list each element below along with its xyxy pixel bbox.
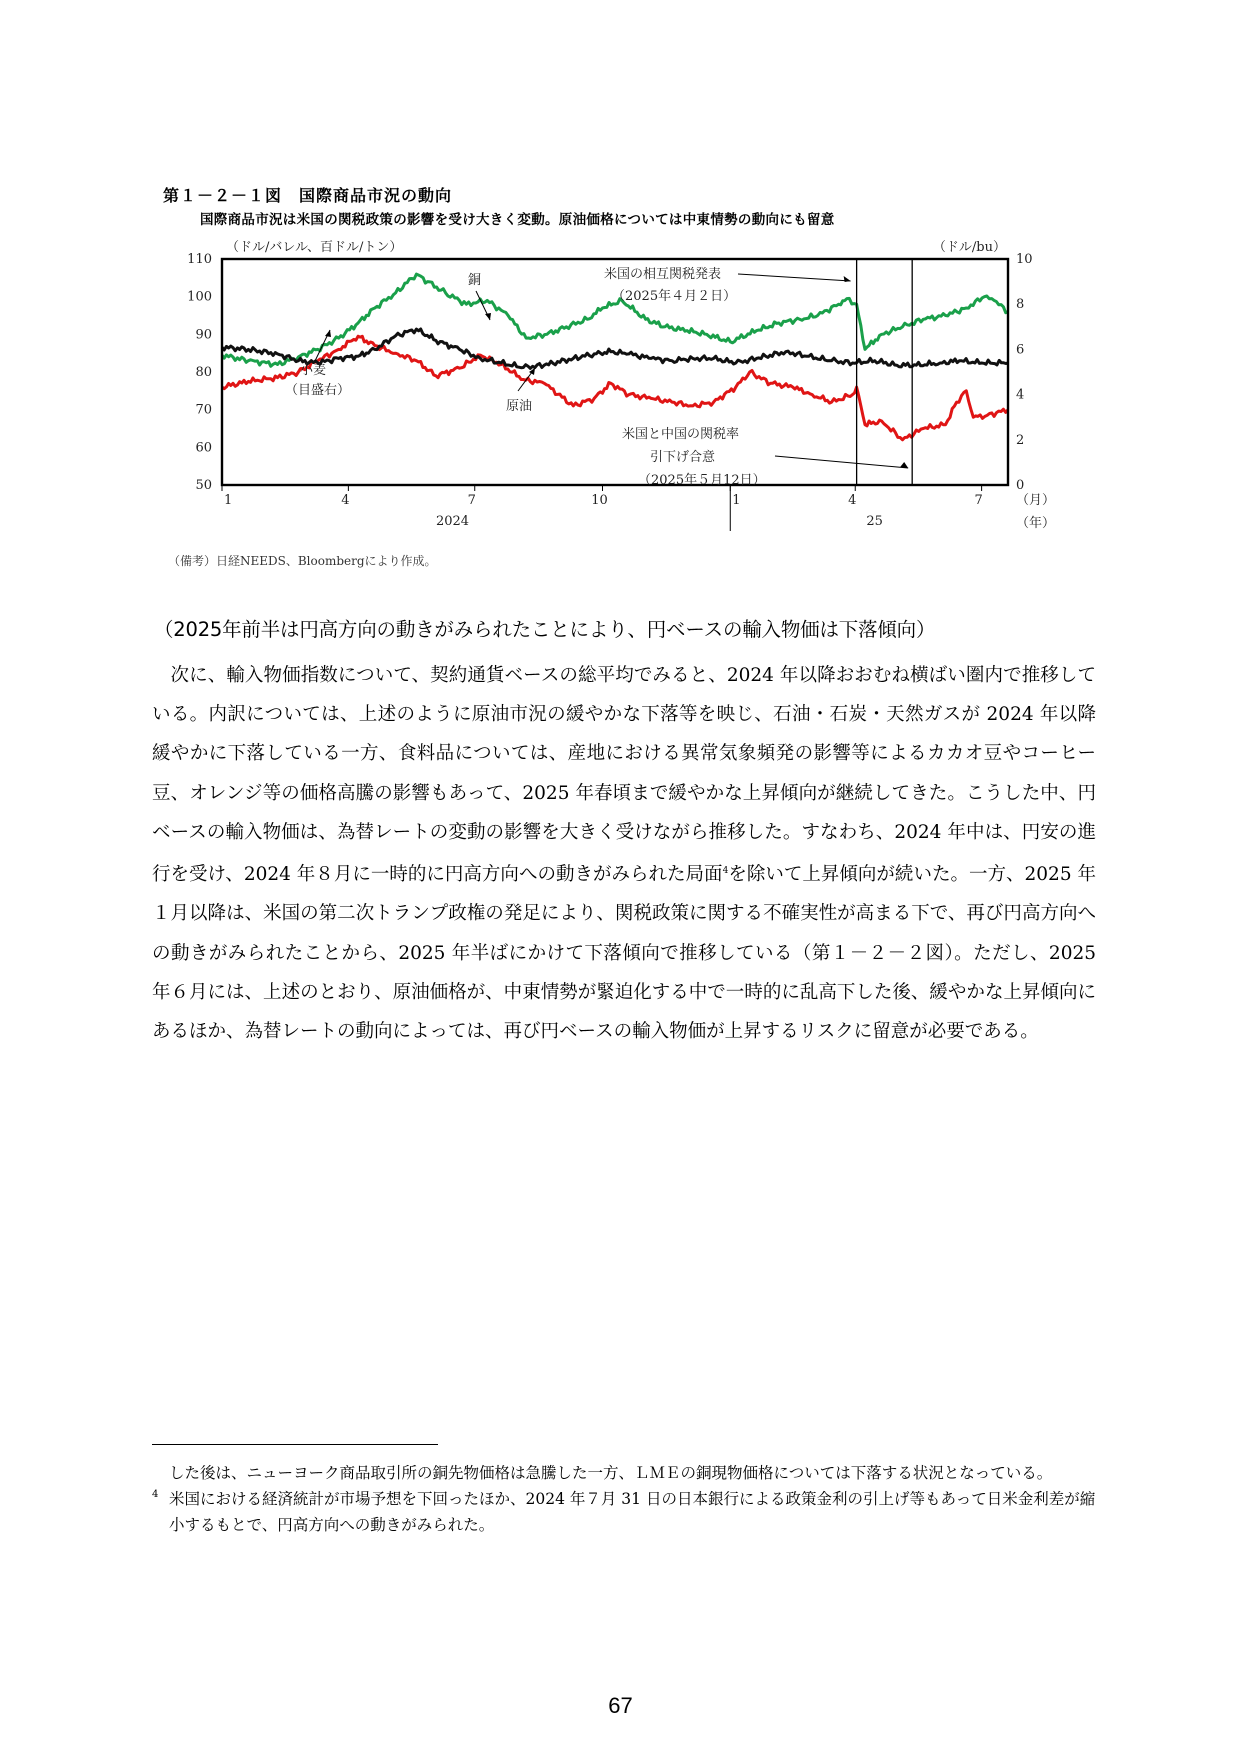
- footnote-4: [152, 1486, 1096, 1538]
- x-tick-label: 1: [732, 493, 741, 508]
- x-tick-label: 10: [591, 493, 608, 508]
- year-unit-label: （年）: [1016, 516, 1056, 531]
- event-2-date: （2025年５月12日）: [638, 473, 766, 488]
- figure-title: 第１－２－１図 国際商品市況の動向: [163, 186, 453, 205]
- wheat-series-label: 小麦: [300, 363, 327, 378]
- year-label: 25: [866, 514, 883, 529]
- footnote-rule: [152, 1444, 438, 1445]
- event-1-label: 米国の相互関税発表: [604, 267, 722, 282]
- x-tick-label: 1: [224, 493, 233, 508]
- paragraph-text-cont: を除いて上昇傾向が続いた。一方、2025 年１月以降は、米国の第二次トランプ政権の発足により、関税政策に関する不確実性が高まる下で、再び円高方向への動きがみられたことから、2025 年半ばにかけて下落傾向で推移している（第１－２－２図）。ただし、2025 年６月には、上述のとおり、原油価格が、中東情勢が緊迫化する中で一時的に乱高下した後、緩やかな上昇傾向にあるほか、為替レートの動向によっては、再び円ベースの輸入物価が上昇するリスクに留意が必要である。: [152, 864, 1096, 1042]
- event-2-arrowhead: [900, 462, 908, 468]
- right-tick-label: 0: [1016, 478, 1025, 493]
- x-tick-label: 4: [848, 493, 857, 508]
- wheat-axis-note: （目盛右）: [285, 383, 351, 398]
- event-1-date: （2025年４月２日）: [612, 289, 737, 304]
- body-paragraph: [152, 656, 1096, 1051]
- left-tick-label: 50: [195, 478, 212, 493]
- paragraph-text: 次に、輸入物価指数について、契約通貨ベースの総平均でみると、2024 年以降おおむね横ばい圏内で推移している。内訳については、上述のように原油市況の緩やかな下落等を映じ、石油・石炭・天然ガスが 2024 年以降緩やかに下落している一方、食料品については、産地における異常気象頻発の影響等によるカカオ豆やコーヒー豆、オレンジ等の価格高騰の影響もあって、2025 年春頃まで緩やかな上昇傾向が継続してきた。こうした中、円ベースの輸入物価は、為替レートの変動の影響を大きく受けながら推移した。すなわち、2024 年中は、円安の進行を受け、2024 年８月に一時的に円高方向への動きがみられた局面: [152, 665, 1096, 886]
- event-2-label-2: 引下げ合意: [650, 450, 716, 465]
- event-2-leader: [775, 456, 908, 468]
- x-tick-label: 4: [341, 493, 350, 508]
- month-unit-label: （月）: [1016, 493, 1056, 508]
- right-tick-label: 2: [1016, 432, 1025, 448]
- footnote-mark: 4: [152, 1489, 159, 1500]
- left-tick-label: 90: [195, 327, 212, 343]
- right-tick-label: 4: [1016, 387, 1025, 403]
- footnote-continued: [152, 1460, 1096, 1486]
- x-tick-label: 7: [974, 493, 983, 508]
- footnote-text: した後は、ニューヨーク商品取引所の銅先物価格は急騰した一方、ＬＭＥの銅現物価格については下落する状況となっている。: [169, 1464, 1053, 1482]
- footnote-reference: 4: [722, 866, 729, 877]
- crude-oil-series-label: 原油: [506, 399, 533, 414]
- left-tick-label: 100: [187, 289, 212, 305]
- copper-series-label: 銅: [468, 273, 482, 288]
- left-tick-label: 70: [195, 402, 212, 418]
- left-tick-label: 80: [195, 365, 212, 380]
- footnote-text: 米国における経済統計が市場予想を下回ったほか、2024 年７月 31 日の日本銀行による政策金利の引上げ等もあって日米金利差が縮小するもとで、円高方向への動きがみられた。: [169, 1490, 1096, 1534]
- left-tick-label: 110: [187, 252, 212, 267]
- figure-subtitle: 国際商品市況は米国の関税政策の影響を受け大きく変動。原油価格については中東情勢の動向にも留意: [200, 212, 835, 228]
- page-number: 67: [608, 1693, 633, 1718]
- right-tick-label: 10: [1016, 252, 1033, 267]
- event-2-label: 米国と中国の関税率: [622, 427, 740, 442]
- right-tick-label: 6: [1016, 342, 1025, 358]
- footnotes: [152, 1460, 1096, 1538]
- left-tick-label: 60: [195, 440, 212, 456]
- commodity-price-chart: [150, 228, 1100, 538]
- right-tick-label: 8: [1016, 297, 1025, 313]
- wheat-arrowhead: [325, 330, 331, 337]
- event-1-arrowhead: [844, 276, 851, 282]
- right-axis-unit: （ドル/bu）: [932, 240, 1006, 255]
- body-text: [152, 656, 1096, 1051]
- figure-source-note: （備考）日経NEEDS、Bloombergにより作成。: [168, 554, 437, 568]
- section-heading: （2025年前半は円高方向の動きがみられたことにより、円ベースの輸入物価は下落傾向）: [154, 618, 936, 641]
- x-tick-label: 7: [467, 493, 476, 508]
- copper-arrowhead: [485, 313, 491, 320]
- year-label: 2024: [435, 514, 470, 529]
- left-axis-unit: （ドル/バレル、百ドル/トン）: [226, 240, 403, 255]
- event-1-leader: [738, 274, 851, 281]
